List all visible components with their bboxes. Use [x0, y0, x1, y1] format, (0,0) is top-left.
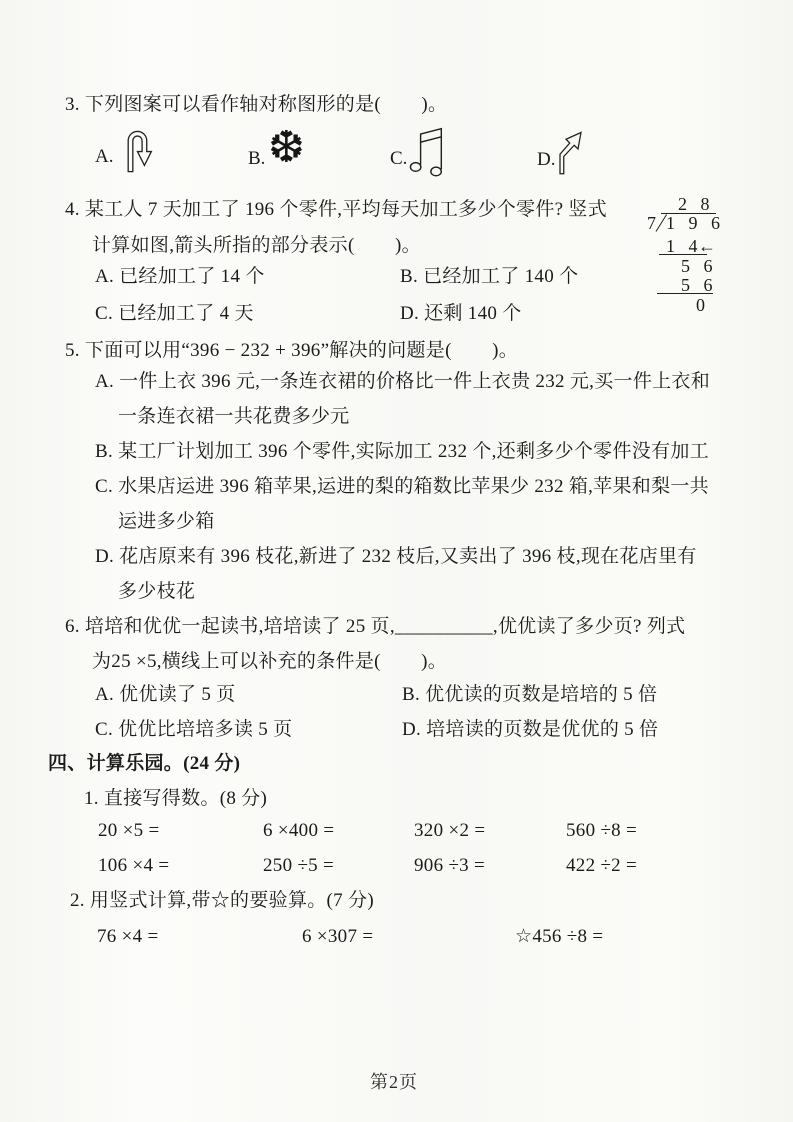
division-divisor: 7 [647, 213, 656, 233]
q5-option-a-line2: 一条连衣裙一共花费多少元 [118, 406, 350, 427]
question-4-line2: 计算如图,箭头所指的部分表示( )。 [92, 235, 421, 256]
q4-option-d: D. 还剩 140 个 [400, 303, 522, 324]
section-4-title: 四、计算乐园。(24 分) [48, 753, 241, 774]
u-turn-arrow-icon [122, 121, 156, 179]
calc-expression: 422 ÷2 = [566, 855, 638, 876]
section-4-item2-title: 2. 用竖式计算,带☆的要验算。(7 分) [70, 890, 374, 911]
music-notes-icon [408, 124, 444, 182]
question-3-text: 3. 下列图案可以看作轴对称图形的是( )。 [65, 94, 448, 115]
q5-option-b: B. 某工厂计划加工 396 个零件,实际加工 232 个,还剩多少个零件没有加工 [95, 441, 709, 462]
calc-expression: 106 ×4 = [98, 855, 170, 876]
question-4-line1: 4. 某工人 7 天加工了 196 个零件,平均每天加工多少个零件? 竖式 [65, 199, 608, 220]
division-step2: 5 6 [681, 256, 717, 276]
question-6-line2: 为25 ×5,横线上可以补充的条件是( )。 [92, 651, 448, 672]
division-vinculum [661, 213, 716, 214]
calc-expression: 76 ×4 = [97, 926, 159, 947]
q5-option-d-line2: 多少枝花 [118, 581, 196, 602]
calc-expression: 906 ÷3 = [414, 855, 486, 876]
division-step1: 1 4 [666, 236, 702, 256]
q5-option-a-line1: A. 一件上衣 396 元,一条连衣裙的价格比一件上衣贵 232 元,买一件上衣和 [95, 371, 711, 392]
q6-option-b: B. 优优读的页数是培培的 5 倍 [402, 684, 658, 705]
q5-option-c-line2: 运进多少箱 [118, 511, 215, 532]
division-quotient: 2 8 [678, 194, 714, 214]
q5-option-c-line1: C. 水果店运进 396 箱苹果,运进的梨的箱数比苹果少 232 箱,苹果和梨一共 [95, 476, 709, 497]
q3-option-d-label: D. [537, 149, 556, 170]
q4-option-b: B. 已经加工了 140 个 [400, 266, 579, 287]
q3-option-b-label: B. [248, 148, 266, 169]
left-arrow-icon: ← [698, 236, 716, 256]
calc-expression: 560 ÷8 = [566, 820, 638, 841]
section-4-item1-title: 1. 直接写得数。(8 分) [84, 788, 268, 809]
long-division-figure [645, 195, 755, 320]
page-number: 第2页 [370, 1072, 418, 1092]
calc-expression: 20 ×5 = [98, 820, 160, 841]
bent-right-arrow-icon [554, 126, 584, 178]
division-step3: 5 6 [681, 275, 717, 295]
q3-option-c-label: C. [390, 148, 408, 169]
calc-expression: ☆456 ÷8 = [515, 926, 604, 947]
q3-option-a-label: A. [95, 146, 114, 167]
calc-expression: 320 ×2 = [414, 820, 486, 841]
q6-option-c: C. 优优比培培多读 5 页 [95, 719, 293, 740]
q5-option-d-line1: D. 花店原来有 396 枝花,新进了 232 枝后,又卖出了 396 枝,现在花店里有 [95, 546, 697, 567]
q4-option-a: A. 已经加工了 14 个 [95, 266, 265, 287]
calc-expression: 6 ×400 = [263, 820, 335, 841]
division-dividend: 1 9 6 [666, 213, 724, 233]
q6-option-d: D. 培培读的页数是优优的 5 倍 [402, 719, 659, 740]
division-rule-2 [657, 293, 713, 294]
calc-expression: 6 ×307 = [302, 926, 374, 947]
q6-option-a: A. 优优读了 5 页 [95, 684, 236, 705]
division-remainder: 0 [696, 295, 709, 315]
question-5-text: 5. 下面可以用“396 − 232 + 396”解决的问题是( )。 [65, 340, 519, 361]
division-rule-1 [659, 254, 707, 255]
snowflake-icon: ❆ [268, 122, 305, 173]
q4-option-c: C. 已经加工了 4 天 [95, 303, 254, 324]
question-6-line1: 6. 培培和优优一起读书,培培读了 25 页,__________,优优读了多少页? 列式 [65, 616, 686, 637]
calc-expression: 250 ÷5 = [263, 855, 335, 876]
